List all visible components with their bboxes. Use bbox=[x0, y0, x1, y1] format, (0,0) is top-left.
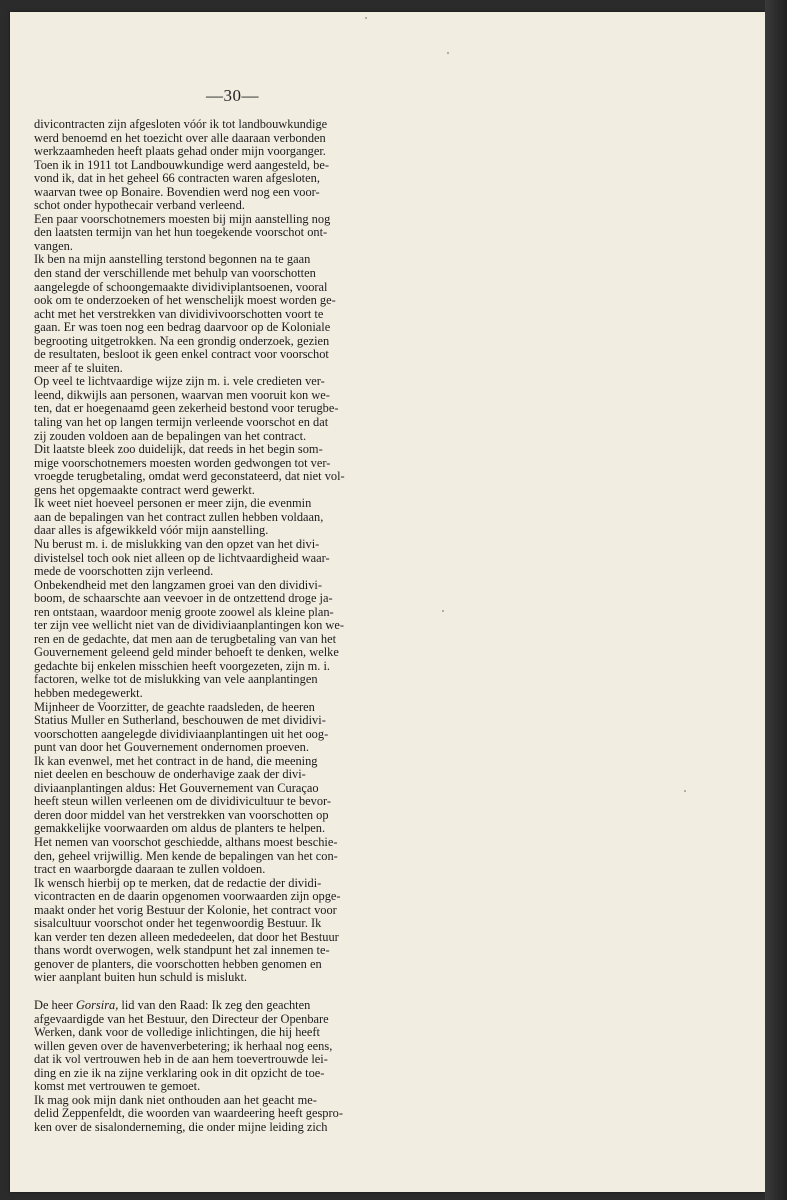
text-line: deren door middel van het verstrekken van voorschotten op bbox=[34, 808, 329, 822]
paragraph-block-2 bbox=[34, 1013, 429, 1135]
text-line: Werken, dank voor de volledige inlichtingen, die hij heeft bbox=[34, 1026, 320, 1040]
text-line: Toen ik in 1911 tot Landbouwkundige werd aangesteld, be- bbox=[34, 158, 329, 172]
text-line: Ik wensch hierbij op te merken, dat de redactie der dividi- bbox=[34, 876, 322, 890]
text-line: ren en de gedachte, dat men aan de terugbetaling van van het bbox=[34, 632, 337, 646]
text-line: waarvan twee op Bonaire. Bovendien werd nog een voor- bbox=[34, 185, 320, 199]
paragraph-gap bbox=[34, 985, 429, 999]
text-line: Dit laatste bleek zoo duidelijk, dat reeds in het begin som- bbox=[34, 443, 323, 457]
scan-speck bbox=[365, 17, 367, 19]
text-line: acht met het verstrekken van dividivivoorschotten voort te bbox=[34, 307, 324, 321]
text-line: niet deelen en beschouw de onderhavige zaak der divi- bbox=[34, 768, 306, 782]
text-line: schot onder hypothecair verband verleend. bbox=[34, 199, 245, 213]
text-line: den stand der verschillende met behulp van voorschotten bbox=[34, 267, 316, 281]
paragraph-block-1 bbox=[34, 118, 429, 985]
text-line: de resultaten, besloot ik geen enkel contract voor voorschot bbox=[34, 348, 329, 362]
text-line: Ik mag ook mijn dank niet onthouden aan het geacht me- bbox=[34, 1093, 317, 1107]
text-line: maakt onder het vorig Bestuur der Kolonie, het contract voor bbox=[34, 903, 337, 917]
text-line: divicontracten zijn afgesloten vóór ik tot landbouwkundige bbox=[34, 118, 328, 131]
text-line: gaan. Er was toen nog een bedrag daarvoor op de Koloniale bbox=[34, 321, 331, 335]
text-line: delid Zeppenfeldt, die woorden van waardeering heeft gespro- bbox=[34, 1107, 343, 1121]
text-line: vroegde terugbetaling, omdat werd geconstateerd, dat niet vol- bbox=[34, 470, 345, 484]
text-line: ook om te onderzoeken of het wenschelijk moest worden ge- bbox=[34, 294, 336, 308]
text-line: Mijnheer de Voorzitter, de geachte raadsleden, de heeren bbox=[34, 700, 315, 714]
text-line: ding en zie ik na zijne verklaring ook in dit opzicht de toe- bbox=[34, 1066, 325, 1080]
text-line: kan verder ten dezen alleen mededeelen, dat door het Bestuur bbox=[34, 930, 339, 944]
scan-speck bbox=[447, 52, 449, 54]
body-text bbox=[34, 118, 429, 1134]
text-line: diviaanplantingen aldus: Het Gouvernement van Curaçao bbox=[34, 781, 319, 795]
text-line: gens het opgemaakte contract werd gewerkt. bbox=[34, 483, 255, 497]
text-line: Ik ben na mijn aanstelling terstond begonnen na te gaan bbox=[34, 253, 311, 267]
text-line: Het nemen van voorschot geschiedde, althans moest beschie- bbox=[34, 835, 338, 849]
text-line: thans wordt overwogen, welk standpunt het zal innemen te- bbox=[34, 944, 330, 958]
text-line: Op veel te lichtvaardige wijze zijn m. i. vele credieten ver- bbox=[34, 375, 325, 389]
text-line: hebben medegewerkt. bbox=[34, 686, 143, 700]
text-line: zij zouden voldoen aan de bepalingen van het contract. bbox=[34, 429, 307, 443]
text-line: Statius Muller en Sutherland, beschouwen de met dividivi- bbox=[34, 714, 326, 728]
page-edge-shadow bbox=[765, 0, 787, 1200]
text-line: Gouvernement geleend geld minder behoeft te denken, welke bbox=[34, 646, 339, 660]
text-line: willen geven over de havenverbetering; ik herhaal nog eens, bbox=[34, 1039, 333, 1053]
text-line: werd benoemd en het toezicht over alle daaraan verbonden bbox=[34, 131, 326, 145]
text-line: leend, dikwijls aan personen, waarvan men vooruit kon we- bbox=[34, 388, 330, 402]
text-line: factoren, welke tot de mislukking van vele aanplantingen bbox=[34, 673, 318, 687]
text-line: ken over de sisalonderneming, die onder mijne leiding zich bbox=[34, 1120, 328, 1134]
text-line: divistelsel toch ook niet alleen op de lichtvaardigheid waar- bbox=[34, 551, 330, 565]
text-line: vangen. bbox=[34, 239, 73, 253]
text-line: werkzaamheden heeft plaats gehad onder mijn voorganger. bbox=[34, 145, 326, 159]
text-line: gedachte bij enkelen misschien heeft voorgezeten, zijn m. i. bbox=[34, 659, 331, 673]
text-line: heeft steun willen verleenen om de dividivicultuur te bevor- bbox=[34, 795, 332, 809]
text-line: dat ik vol vertrouwen heb in de aan hem toevertrouwde lei- bbox=[34, 1053, 328, 1067]
text-line: mige voorschotnemers moesten worden gedwongen tot ver- bbox=[34, 456, 331, 470]
text-line: sisalcultuur voorschot onder het tegenwoordig Bestuur. Ik bbox=[34, 917, 322, 931]
text-line: Onbekendheid met den langzamen groei van den dividivi- bbox=[34, 578, 322, 592]
text-line: tract en waarborgde daaraan te zullen voldoen. bbox=[34, 863, 266, 877]
text-line: ten, dat er hoegenaamd geen zekerheid bestond voor terugbe- bbox=[34, 402, 339, 416]
page-number: —30— bbox=[206, 86, 259, 105]
text-line: komst met vertrouwen te gemoet. bbox=[34, 1080, 201, 1094]
text-line: genover de planters, die voorschotten hebben genomen en bbox=[34, 957, 322, 971]
text-line: punt van door het Gouvernement ondernomen proeven. bbox=[34, 741, 309, 755]
text-line: mede de voorschotten zijn verleend. bbox=[34, 565, 214, 579]
text-line: begrooting uitgetrokken. Na een grondig onderzoek, gezien bbox=[34, 334, 330, 348]
text-line: vond ik, dat in het geheel 66 contracten waren afgesloten, bbox=[34, 172, 320, 186]
text-line: den, geheel vrijwillig. Men kende de bepalingen van het con- bbox=[34, 849, 338, 863]
text-line: wier aanplant buiten hun schuld is mislukt. bbox=[34, 971, 248, 985]
text-line: ren ontstaan, waardoor menig groote zoowel als kleine plan- bbox=[34, 605, 334, 619]
text-line: aangelegde of schoongemaakte dividiviplantsoenen, vooral bbox=[34, 280, 328, 294]
text-line: Een paar voorschotnemers moesten bij mijn aanstelling nog bbox=[34, 212, 331, 226]
text-line: den laatsten termijn van het hun toegekende voorschot ont- bbox=[34, 226, 328, 240]
speaker-prefix: De heer bbox=[34, 999, 76, 1012]
scan-speck bbox=[684, 790, 686, 792]
text-line: meer af te sluiten. bbox=[34, 361, 123, 375]
text-line: Ik weet niet hoeveel personen er meer zijn, die evenmin bbox=[34, 497, 312, 511]
text-line: vicontracten en de daarin opgenomen voorwaarden zijn opge- bbox=[34, 890, 341, 904]
document-page bbox=[10, 12, 765, 1192]
text-line: afgevaardigde van het Bestuur, den Directeur der Openbare bbox=[34, 1012, 329, 1026]
text-line: Nu berust m. i. de mislukking van den opzet van het divi- bbox=[34, 537, 320, 551]
speaker-line bbox=[34, 999, 429, 1013]
text-line: Ik kan evenwel, met het contract in de hand, die meening bbox=[34, 754, 318, 768]
text-line: ter zijn vee wellicht niet van de dividiviaanplantingen kon we- bbox=[34, 619, 345, 633]
speaker-name: Gorsira, bbox=[75, 999, 119, 1012]
text-line: taling van het op langen termijn verleende voorschot en dat bbox=[34, 416, 329, 430]
speaker-suffix: lid van den Raad: Ik zeg den geachten bbox=[118, 999, 311, 1012]
text-line: voorschotten aangelegde dividiviaanplantingen uit het oog- bbox=[34, 727, 329, 741]
text-line: aan de bepalingen van het contract zullen hebben voldaan, bbox=[34, 510, 324, 524]
text-line: daar alles is afgewikkeld vóór mijn aanstelling. bbox=[34, 524, 269, 538]
scan-speck bbox=[442, 610, 444, 612]
text-line: boom, de schaarschte aan veevoer in de ontzettend droge ja- bbox=[34, 592, 333, 606]
text-line: gemakkelijke voorwaarden om aldus de planters te helpen. bbox=[34, 822, 326, 836]
